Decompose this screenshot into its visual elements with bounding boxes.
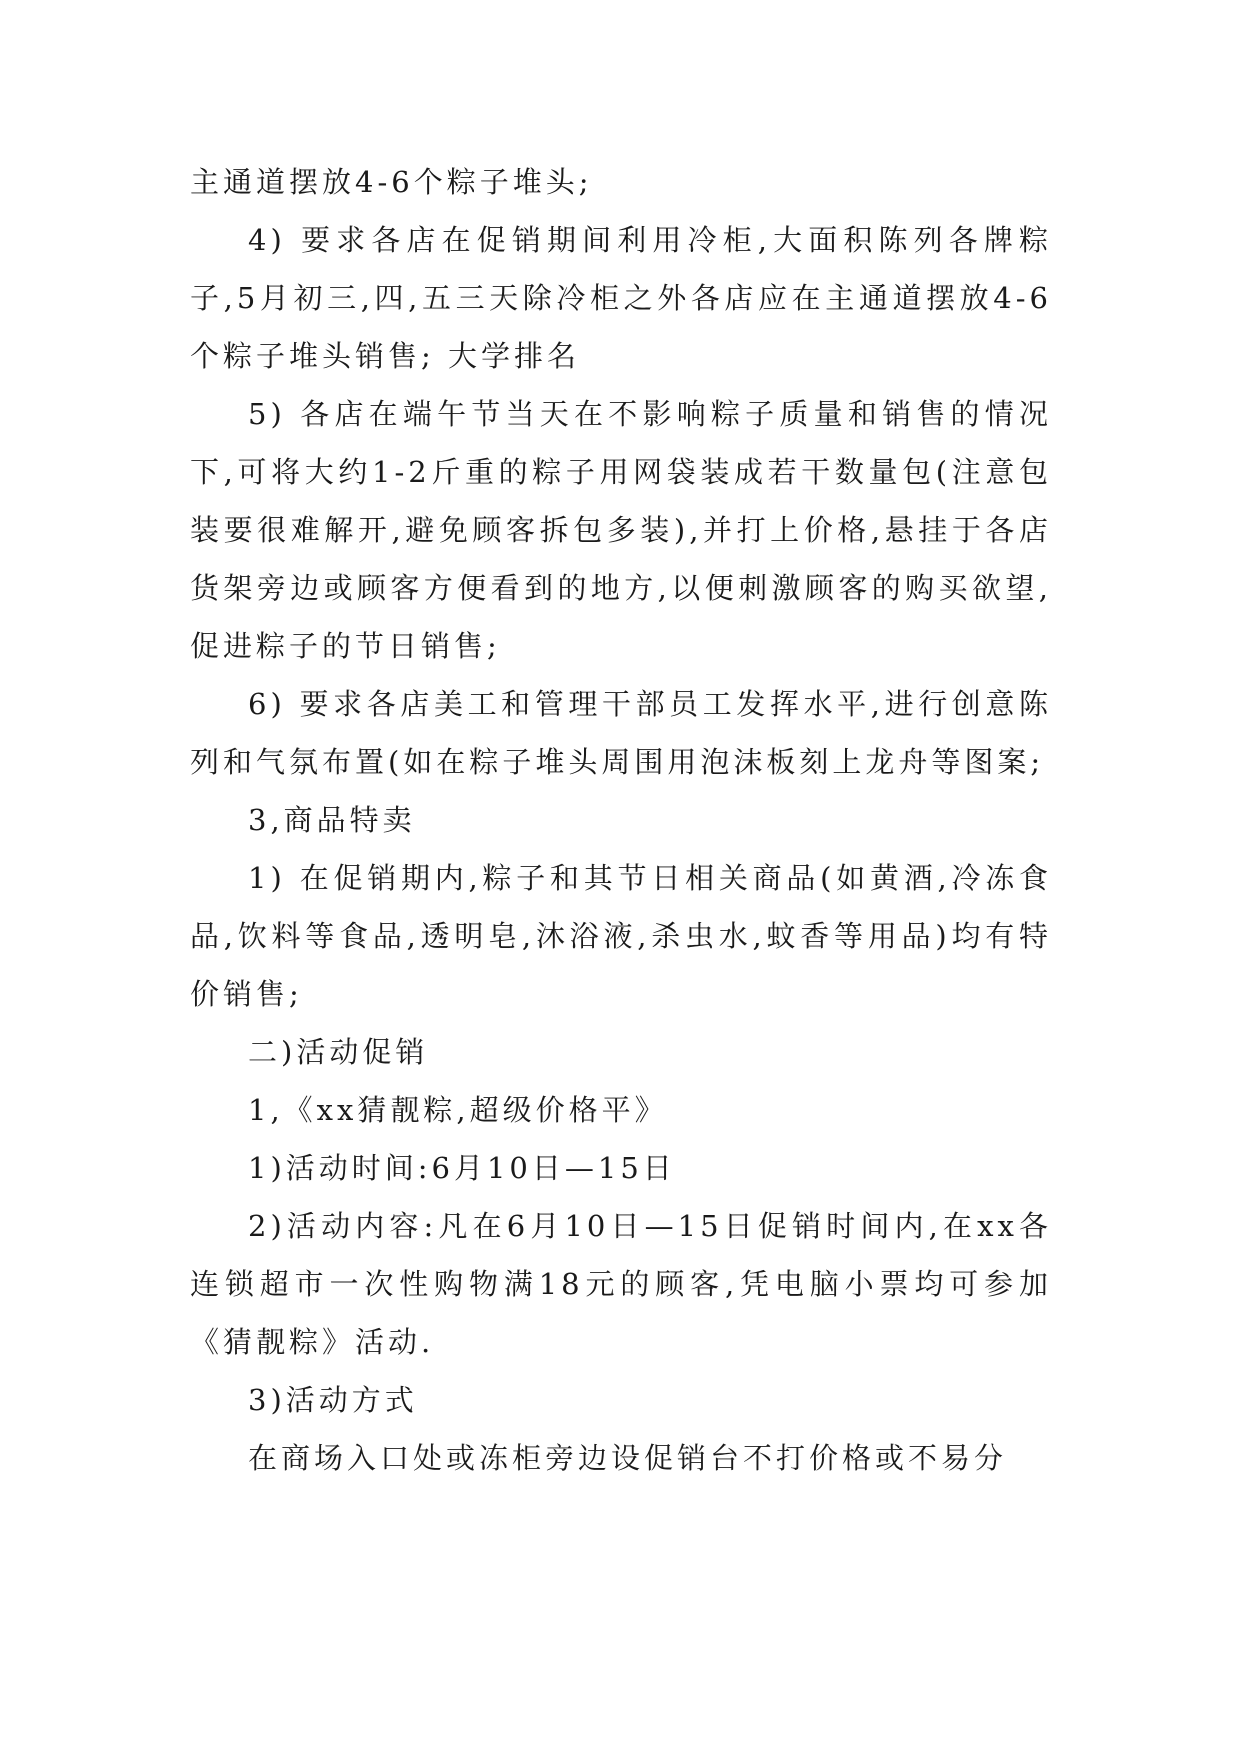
document-body [190,153,1052,1487]
paragraph-4: 6) 要求各店美工和管理干部员工发挥水平,进行创意陈列和气氛布置(如在粽子堆头周围用泡沫板刻上龙舟等图案; [190,687,1052,779]
paragraph-1: 主通道摆放4-6个粽子堆头; [190,165,593,199]
section-heading-sale: 3,商品特卖 [248,803,416,837]
paragraph-2: 4) 要求各店在促销期间利用冷柜,大面积陈列各牌粽子,5月初三,四,五三天除冷柜之外各店应在主通道摆放4-6个粽子堆头销售; 大学排名 [190,223,1052,373]
section-heading-promotion: 二)活动促销 [248,1035,429,1069]
paragraph-12: 在商场入口处或冻柜旁边设促销台不打价格或不易分 [248,1441,1008,1475]
activity-title: 1,《xx猜靓粽,超级价格平》 [248,1093,668,1127]
paragraph-3: 5) 各店在端午节当天在不影响粽子质量和销售的情况下,可将大约1-2斤重的粽子用网袋装成若干数量包(注意包装要很难解开,避免顾客拆包多装),并打上价格,悬挂于各店货架旁边或顾客方便看到的地方,以便刺激顾客的购买欲望,促进粽子的节日销售; [190,397,1052,663]
activity-content: 2)活动内容:凡在6月10日—15日促销时间内,在xx各连锁超市一次性购物满18元的顾客,凭电脑小票均可参加《猜靓粽》活动. [190,1209,1052,1359]
activity-time: 1)活动时间:6月10日—15日 [248,1151,676,1185]
paragraph-6: 1) 在促销期内,粽子和其节日相关商品(如黄酒,冷冻食品,饮料等食品,透明皂,沐浴液,杀虫水,蚊香等用品)均有特价销售; [190,861,1052,1011]
activity-method-heading: 3)活动方式 [248,1383,418,1417]
